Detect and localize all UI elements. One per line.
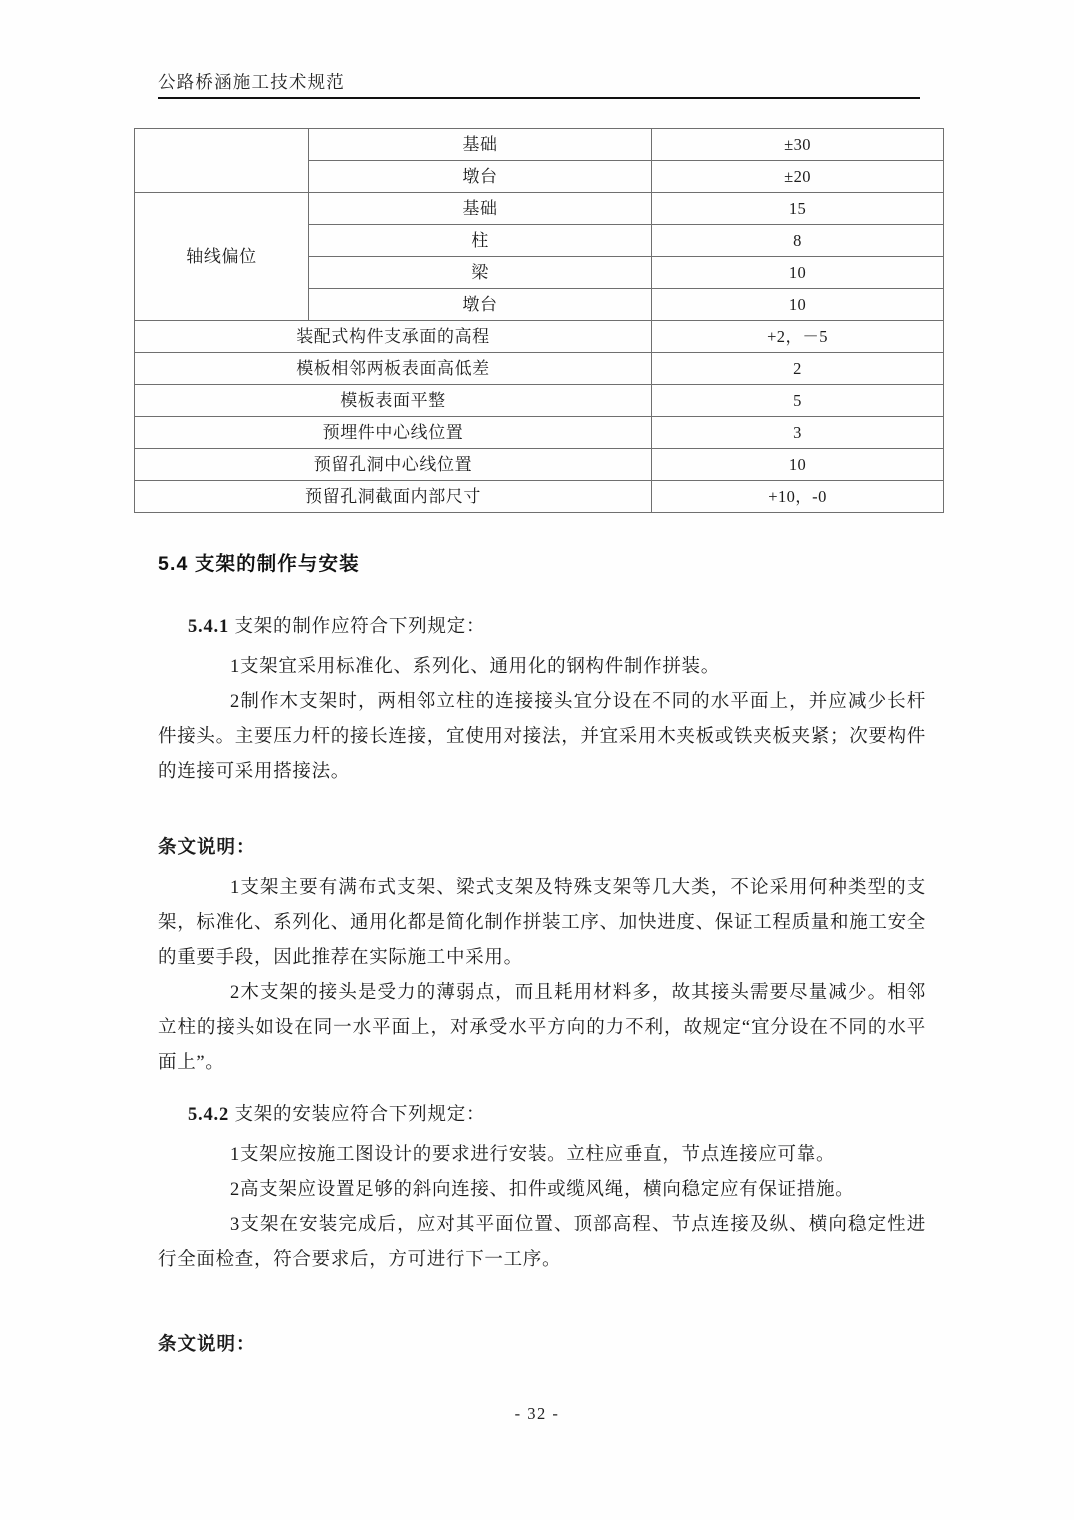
item-text: 木支架的接头是受力的薄弱点，而且耗用材料多，故其接头需要尽量减少。相邻立柱的接头如设在同一水平面上，对承受水平方向的力不利，故规定“宜分设在不同的水平面上”。	[158, 983, 926, 1073]
table-cell-value: 15	[652, 193, 944, 225]
clause-5-4-2-item-1	[158, 1138, 926, 1173]
table-cell-item: 预埋件中心线位置	[135, 417, 652, 449]
table-cell-item: 基础	[309, 129, 652, 161]
table-cell-value: 5	[652, 385, 944, 417]
tolerance-table	[134, 128, 944, 513]
running-header-title: 公路桥涵施工技术规范	[158, 72, 345, 92]
note-1-item-1	[158, 871, 926, 976]
clause-5-4-1-title: 支架的制作应符合下列规定：	[234, 617, 486, 637]
table-cell-item: 基础	[309, 193, 652, 225]
clause-5-4-1-header	[158, 612, 926, 638]
table-cell-item: 模板表面平整	[135, 385, 652, 417]
table-row	[135, 385, 944, 417]
table-cell-value: 10	[652, 257, 944, 289]
item-number: 2	[230, 1180, 240, 1200]
table-cell-value: 10	[652, 289, 944, 321]
clause-5-4-2-number: 5.4.2	[188, 1105, 229, 1125]
table-cell-value: 10	[652, 449, 944, 481]
page-number: - 32 -	[514, 1404, 560, 1423]
note-1-item-2	[158, 976, 926, 1081]
table-cell-value: 3	[652, 417, 944, 449]
table-row	[135, 193, 944, 225]
table-body	[135, 129, 944, 513]
item-number: 2	[230, 983, 240, 1003]
table-row	[135, 417, 944, 449]
table-cell-value: 2	[652, 353, 944, 385]
table-cell-item: 墩台	[309, 161, 652, 193]
table-cell-value: ±30	[652, 129, 944, 161]
item-text: 支架在安装完成后，应对其平面位置、顶部高程、节点连接及纵、横向稳定性进行全面检查，符合要求后，方可进行下一工序。	[158, 1215, 926, 1270]
item-text: 支架宜采用标准化、系列化、通用化的钢构件制作拼装。	[239, 657, 720, 677]
table-row	[135, 321, 944, 353]
table-cell-item: 墩台	[309, 289, 652, 321]
item-number: 1	[230, 1145, 240, 1165]
table-cell-item: 装配式构件支承面的高程	[135, 321, 652, 353]
table-cell-value: +10，-0	[652, 481, 944, 513]
item-number: 1	[230, 657, 240, 677]
table-row	[135, 481, 944, 513]
table-cell-value: +2，－5	[652, 321, 944, 353]
item-number: 1	[230, 878, 240, 898]
running-header	[158, 72, 920, 99]
clause-5-4-2-item-3	[158, 1208, 926, 1278]
clause-5-4-2-title: 支架的安装应符合下列规定：	[234, 1105, 486, 1125]
clause-5-4-2-item-2	[158, 1173, 926, 1208]
header-rule	[158, 97, 920, 99]
table-cell-value: 8	[652, 225, 944, 257]
table-cell-item: 预留孔洞中心线位置	[135, 449, 652, 481]
note-heading-2: 条文说明：	[158, 1335, 256, 1355]
clause-5-4-1-number: 5.4.1	[188, 617, 229, 637]
clause-5-4-2-header	[158, 1100, 926, 1126]
table-cell-value: ±20	[652, 161, 944, 193]
table-row	[135, 449, 944, 481]
table-cell-group-axis-deviation: 轴线偏位	[135, 193, 309, 321]
table-row	[135, 129, 944, 161]
table-row	[135, 353, 944, 385]
table-cell-item: 柱	[309, 225, 652, 257]
item-number: 3	[230, 1215, 240, 1235]
item-text: 支架主要有满布式支架、梁式支架及特殊支架等几大类，不论采用何种类型的支架，标准化、系列化、通用化都是简化制作拼装工序、加快进度、保证工程质量和施工安全的重要手段，因此推荐在实际施工中采用。	[158, 878, 927, 968]
table-cell-item: 梁	[309, 257, 652, 289]
item-text: 制作木支架时，两相邻立柱的连接接头宜分设在不同的水平面上，并应减少长杆件接头。主要压力杆的接长连接，宜使用对接法，并宜采用木夹板或铁夹板夹紧；次要构件的连接可采用搭接法。	[158, 692, 927, 782]
table-cell-item: 预留孔洞截面内部尺寸	[135, 481, 652, 513]
table-cell-group-blank	[135, 129, 309, 193]
clause-5-4-1-item-1	[158, 650, 926, 685]
note-heading-1: 条文说明：	[158, 838, 256, 858]
clause-5-4-1-item-2	[158, 685, 926, 790]
table-cell-item: 模板相邻两板表面高低差	[135, 353, 652, 385]
section-heading-5-4: 5.4 支架的制作与安装	[158, 553, 360, 575]
item-number: 2	[230, 692, 240, 712]
item-text: 支架应按施工图设计的要求进行安装。立柱应垂直，节点连接应可靠。	[239, 1145, 836, 1165]
item-text: 高支架应设置足够的斜向连接、扣件或缆风绳，横向稳定应有保证措施。	[239, 1180, 855, 1200]
